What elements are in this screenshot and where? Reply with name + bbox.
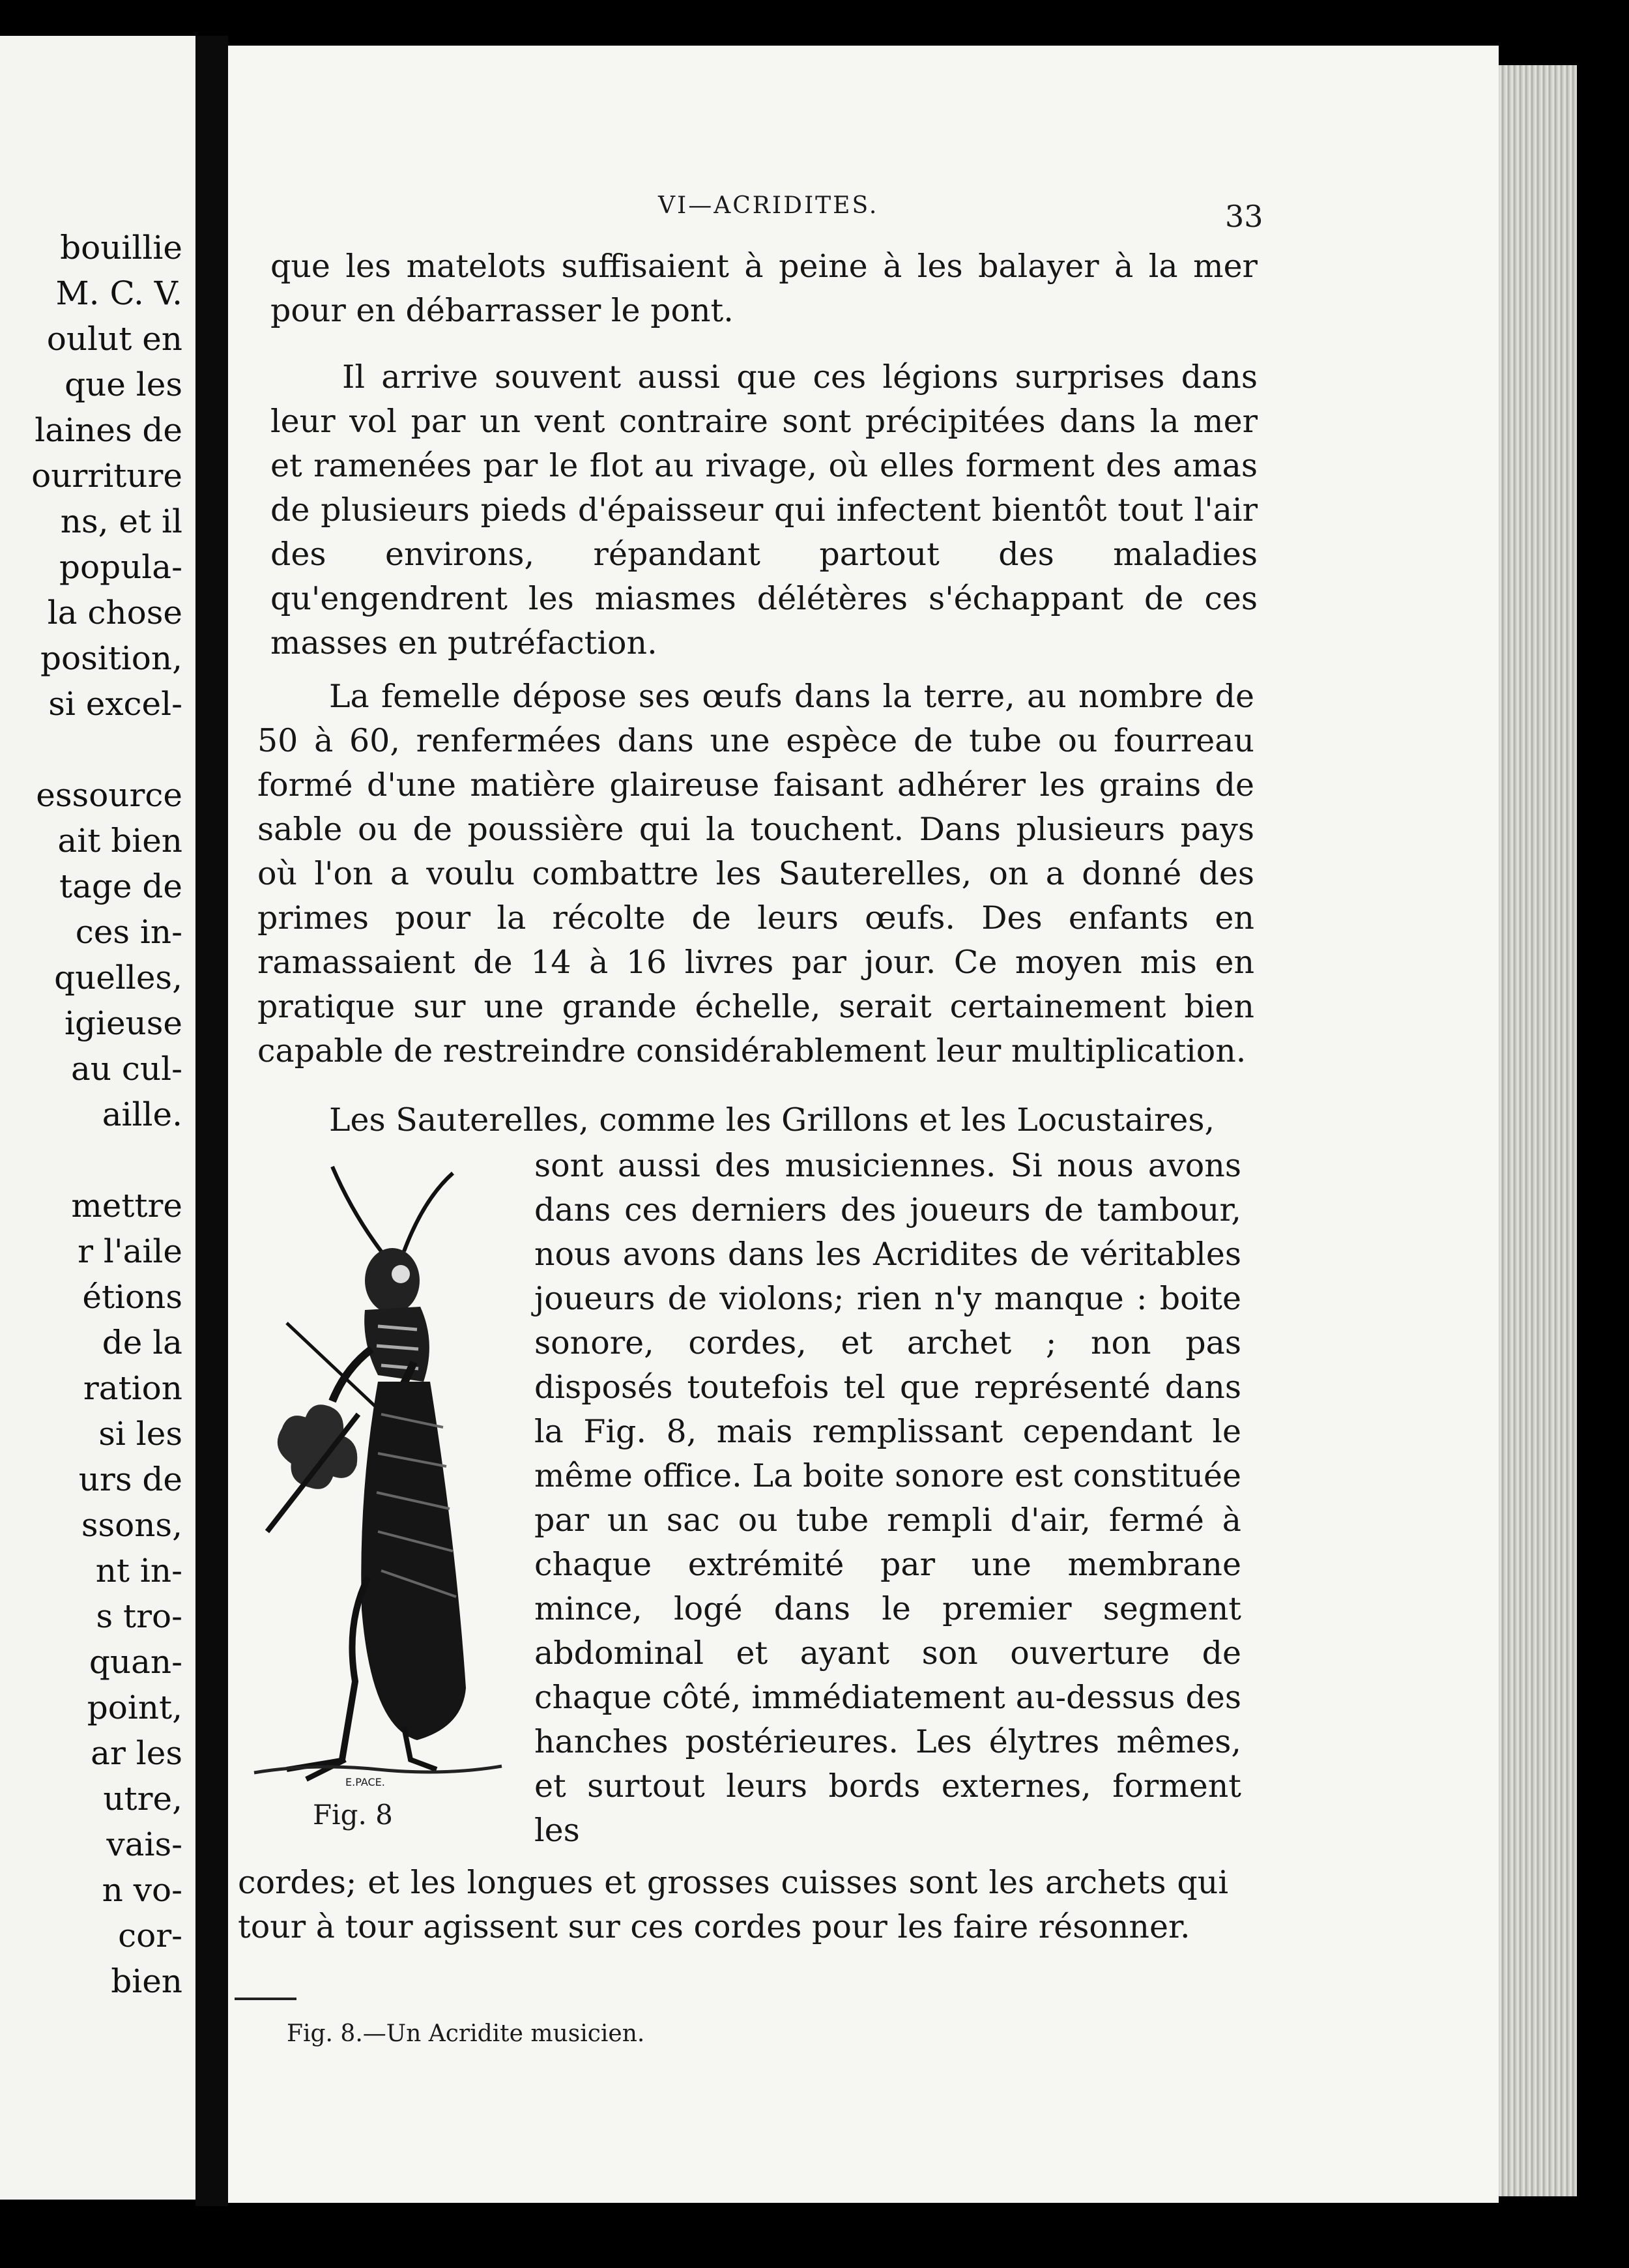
left-page-line: mettre — [71, 1187, 182, 1225]
grasshopper-violin-illustration — [248, 1154, 508, 1792]
left-page-line: nt in- — [95, 1552, 182, 1590]
left-page-line: essource — [36, 776, 182, 814]
left-page — [0, 36, 195, 2200]
figure-caption: Fig. 8.—Un Acridite musicien. — [287, 2020, 645, 2047]
left-page-line: que les — [65, 366, 182, 403]
left-page-line: igieuse — [64, 1004, 182, 1042]
left-page-line: oulut en — [46, 320, 182, 358]
figure-label: Fig. 8 — [313, 1799, 393, 1831]
paragraph-musicians-end — [238, 1861, 1228, 1949]
left-page-line: urs de — [78, 1461, 182, 1498]
left-page-line: utre, — [103, 1780, 182, 1818]
left-page-line: de la — [102, 1324, 182, 1361]
left-page-line: r l'aile — [78, 1232, 182, 1270]
left-page-line: quan- — [89, 1643, 182, 1681]
paragraph-eggs — [257, 675, 1254, 1073]
left-page-line: point, — [87, 1689, 182, 1726]
paragraph-continuation — [270, 244, 1258, 333]
left-page-line: position, — [40, 639, 182, 677]
left-page-line: la chose — [47, 594, 182, 632]
left-page-line: M. C. V. — [55, 274, 182, 312]
left-page-line: bouillie — [60, 229, 182, 267]
engraver-mark: E.PACE. — [345, 1776, 385, 1788]
left-page-line: s tro- — [96, 1597, 182, 1635]
page-number: 33 — [1225, 199, 1263, 234]
left-page-line: ces in- — [75, 913, 182, 951]
left-page-line: ration — [83, 1369, 182, 1407]
left-page-line: si les — [98, 1415, 182, 1453]
left-page-line: vais- — [106, 1825, 182, 1863]
left-page-line: ns, et il — [60, 502, 182, 540]
left-page-line: quelles, — [54, 959, 182, 996]
left-page-line: bien — [111, 1962, 182, 2000]
left-page-line: cor- — [118, 1917, 182, 1955]
left-page-line: ourriture — [31, 457, 182, 495]
grasshopper-engraving — [248, 1154, 508, 1792]
footnote-rule — [235, 1998, 296, 2000]
paragraph-musicians-start — [329, 1098, 1241, 1142]
paragraph-text: sont aussi des musiciennes. Si nous avons dans ces derniers des joueurs de tambour, nous avons dans les Acridites de véritables joueurs de violons; rien n'y manque : boite sonore, cordes, et archet ; non pas disposés toutefois tel que représenté dans la Fig. 8, mais remplissant cependant le même office. La boite sonore est constituée par un sac ou tube rempli d'air, fermé à chaque extrémité par une membrane mince, logé dans le premier segment abdominal et ayant son ouverture de chaque côté, immédiatement au-dessus des hanches postérieures. Les élytres mêmes, et surtout leurs bords externes, forment les — [534, 1147, 1241, 1849]
left-page-line: popula- — [59, 548, 182, 586]
book-gutter — [195, 36, 228, 2206]
left-page-line: tage de — [59, 867, 182, 905]
paragraph-text: que les matelots suffisaient à peine à les balayer à la mer pour en débarrasser le pont. — [270, 248, 1258, 329]
paragraph-legions — [270, 355, 1258, 665]
left-page-line: étions — [82, 1278, 182, 1316]
left-page-line: ssons, — [81, 1506, 182, 1544]
page-edges — [1499, 65, 1577, 2196]
left-page-line: n vo- — [102, 1871, 182, 1909]
left-page-line: si excel- — [48, 685, 182, 723]
left-page-line: ait bien — [57, 822, 182, 860]
left-page-line: ar les — [91, 1734, 182, 1772]
paragraph-text: La femelle dépose ses œufs dans la terre, au nombre de 50 à 60, renfermées dans une espèce de tube ou fourreau formé d'une matière glaireuse faisant adhérer les grains de sable ou de poussière qui la touchent. Dans plusieurs pays où l'on a voulu combattre les Sauterelles, on a donné des primes pour la récolte de leurs œufs. Des enfants en ramassaient de 14 à 16 livres par jour. Ce moyen mis en pratique sur une grande échelle, serait certainement bien capable de restreindre considérablement leur multiplication. — [257, 678, 1254, 1069]
paragraph-musicians-wrap — [534, 1144, 1241, 1853]
left-page-line: aille. — [102, 1096, 182, 1133]
left-page-line: au cul- — [71, 1050, 182, 1088]
running-head: VI—ACRIDITES. — [658, 192, 879, 219]
paragraph-text: cordes; et les longues et grosses cuisses sont les archets qui tour à tour agissent sur ces cordes pour les faire résonner. — [238, 1864, 1228, 1945]
paragraph-text: Les Sauterelles, comme les Grillons et les Locustaires, — [329, 1101, 1215, 1139]
paragraph-text: Il arrive souvent aussi que ces légions surprises dans leur vol par un vent contraire sont précipitées dans la mer et ramenées par le flot au rivage, où elles forment des amas de plusieurs pieds d'épaisseur qui infectent bientôt tout l'air des environs, répandant partout des maladies qu'engendrent les miasmes délétères s'échappant de ces masses en putréfaction. — [270, 358, 1258, 662]
left-page-line: laines de — [35, 411, 182, 449]
